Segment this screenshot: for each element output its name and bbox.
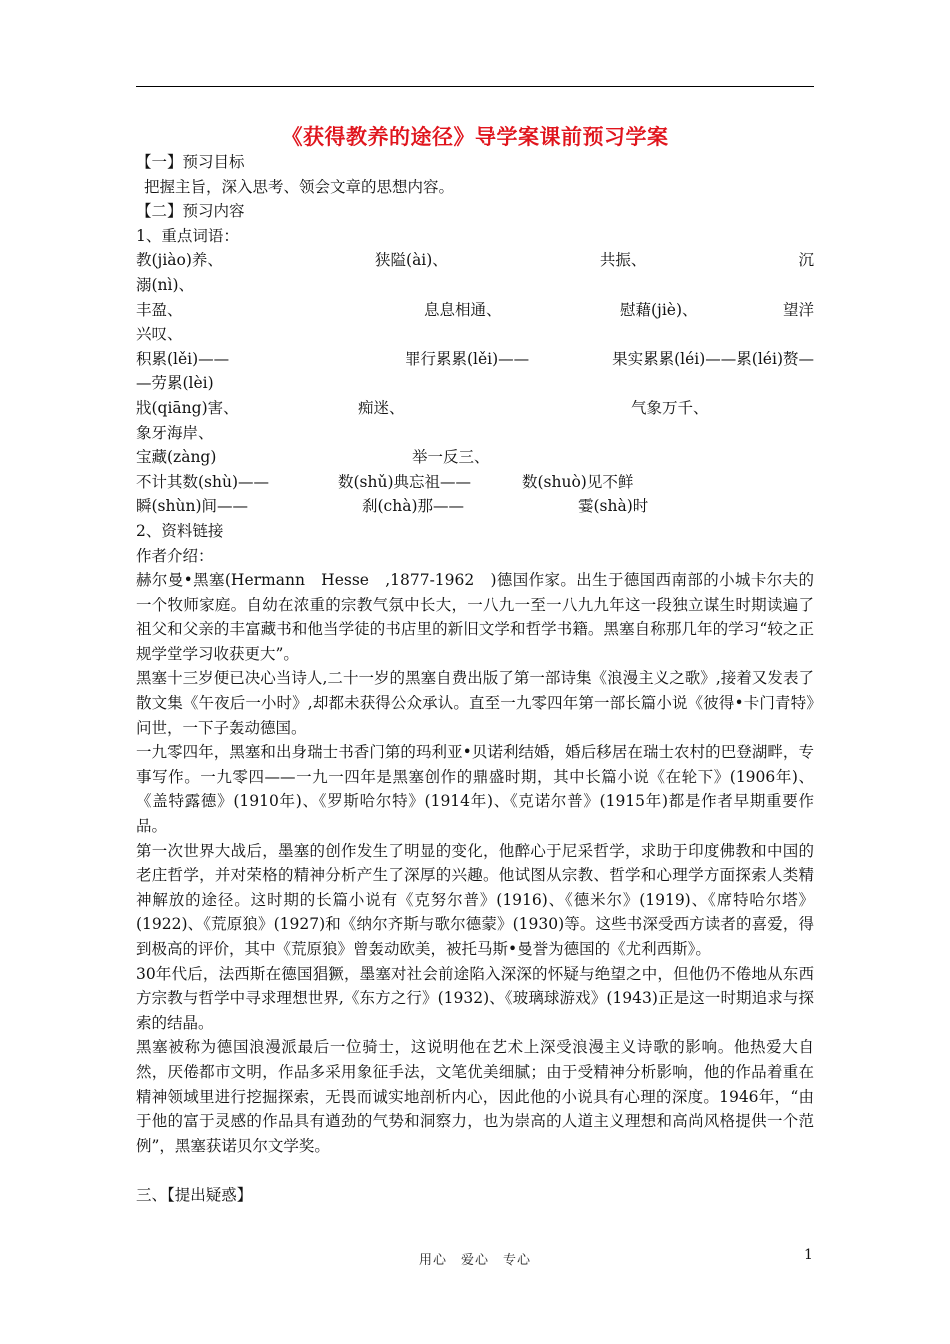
vocab-item: 刹(chà)那—— bbox=[362, 497, 464, 516]
vocab-item: 罪行累累(lěi)—— bbox=[405, 349, 530, 368]
vocab-item: 积累(lěi)—— bbox=[136, 349, 230, 368]
vocab-item: 戕(qiāng)害、 bbox=[136, 398, 239, 417]
vocab-item: 慰藉(jiè)、 bbox=[620, 300, 698, 319]
vocab-row bbox=[136, 347, 814, 372]
vocab-item: 霎(shà)时 bbox=[578, 497, 649, 516]
section1-heading: 【一】预习目标 bbox=[136, 153, 245, 171]
vocab-row bbox=[136, 470, 814, 495]
author-paragraph: 第一次世界大战后，墨塞的创作发生了明显的变化，他醉心于尼采哲学，求助于印度佛教和中国的老庄哲学，并对荣格的精神分析产生了深厚的兴趣。他试图从宗教、哲学和心理学方面探索人类精神解放的途径。这时期的长篇小说有《克努尔普》(1916)、《德米尔》(1919)、《席特哈尔塔》(1922)、《荒原狼》(1927)和《纳尔齐斯与歌尔德蒙》(1930)等。这些书深受西方读者的喜爱，得到极高的评价，其中《荒原狼》曾轰动欧美，被托马斯•曼誉为德国的《尤利西斯》。 bbox=[136, 841, 814, 958]
author-paragraph: 一九零四年，黑塞和出身瑞士书香门第的玛利亚•贝诺利结婚，婚后移居在瑞士农村的巴登湖畔，专事写作。一九零四——一九一四年是黑塞创作的鼎盛时期，其中长篇小说《在轮下》(1906年)、《盖特露德》(1910年)、《罗斯哈尔特》(1914年)、《克诺尔普》(1915年)都是作者早期重要作品。 bbox=[136, 743, 814, 836]
header-rule bbox=[136, 86, 814, 87]
vocab-item: 痴迷、 bbox=[358, 398, 405, 417]
vocab-item: 举一反三、 bbox=[412, 448, 490, 467]
vocab-row-cont: 溺(nì)、 bbox=[136, 275, 195, 294]
vocab-row bbox=[136, 248, 814, 273]
vocab-row bbox=[136, 298, 814, 323]
document-body bbox=[136, 150, 814, 1208]
vocab-item: 宝藏(zàng) bbox=[136, 448, 217, 467]
vocab-row-cont: 兴叹、 bbox=[136, 325, 183, 344]
vocab-item: 息息相通、 bbox=[424, 300, 502, 319]
vocab-item: 瞬(shùn)间—— bbox=[136, 497, 248, 516]
section1-text: 把握主旨，深入思考、领会文章的思想内容。 bbox=[144, 177, 455, 196]
vocab-item: 望洋 bbox=[782, 300, 814, 319]
vocab-item: 气象万千、 bbox=[631, 398, 709, 417]
vocab-item: 数(shǔ)典忘祖—— bbox=[338, 472, 472, 491]
page-footer: 用心 爱心 专心 bbox=[418, 1253, 531, 1268]
author-paragraph: 赫尔曼•黑塞(Hermann Hesse ,1877-1962 )德国作家。出生于德国西南部的小城卡尔夫的一个牧师家庭。自幼在浓重的宗教气氛中长大，一八九一至一八九九年这一段独立谋生时期读遍了祖父和父亲的丰富藏书和他当学徒的书店里的新旧文学和哲学书籍。黑塞自称那几年的学习“较之正规学堂学习收获更大”。 bbox=[136, 571, 814, 663]
vocab-row-cont: 象牙海岸、 bbox=[136, 423, 214, 442]
vocab-item: 狭隘(ài)、 bbox=[375, 251, 448, 270]
reference-heading: 2、资料链接 bbox=[136, 521, 224, 540]
vocab-row bbox=[136, 494, 814, 519]
vocab-item: 不计其数(shù)—— bbox=[136, 472, 270, 491]
author-label: 作者介绍： bbox=[136, 546, 214, 565]
page-number: 1 bbox=[804, 1247, 813, 1263]
section3-heading: 三、【提出疑惑】 bbox=[136, 1185, 253, 1204]
section2-heading: 【二】预习内容 bbox=[136, 202, 245, 221]
blank-line bbox=[136, 1158, 814, 1183]
author-paragraph: 30年代后，法西斯在德国猖獗，墨塞对社会前途陷入深深的怀疑与绝望之中，但他仍不倦地从东西方宗教与哲学中寻求理想世界,《东方之行》(1932)、《玻璃球游戏》(1943)正是这一时期追求与探索的结晶。 bbox=[136, 964, 814, 1032]
vocab-item: 数(shuò)见不鲜 bbox=[522, 472, 634, 491]
author-paragraph: 黑塞被称为德国浪漫派最后一位骑士，这说明他在艺术上深受浪漫主义诗歌的影响。他热爱大自然，厌倦都市文明，作品多采用象征手法，文笔优美细腻；由于受精神分析影响，他的作品着重在精神领域里进行挖掘探索，无畏而诚实地剖析内心，因此他的小说具有心理的深度。1946年，“由于他的富于灵感的作品具有遒劲的气势和洞察力，也为崇高的人道主义理想和高尚风格提供一个范例”，黑塞获诺贝尔文学奖。 bbox=[136, 1038, 814, 1155]
vocab-heading: 1、重点词语： bbox=[136, 226, 239, 245]
vocab-item: 共振、 bbox=[599, 251, 647, 270]
vocab-item: 教(jiào)养、 bbox=[136, 251, 223, 270]
author-paragraph: 黑塞十三岁便已决心当诗人,二十一岁的黑塞自费出版了第一部诗集《浪漫主义之歌》,接着又发表了散文集《午夜后一小时》,却都未获得公众承认。直至一九零四年第一部长篇小说《彼得•卡门青特》问世，一下子轰动德国。 bbox=[136, 669, 814, 737]
vocab-row-cont: —劳累(lèi) bbox=[136, 374, 214, 393]
vocab-item: 沉 bbox=[798, 251, 814, 270]
page-title: 《获得教养的途径》导学案课前预习学案 bbox=[281, 125, 669, 149]
vocab-row bbox=[136, 396, 814, 421]
vocab-row bbox=[136, 445, 814, 470]
vocab-item: 果实累累(léi)——累(léi)赘— bbox=[612, 349, 814, 368]
vocab-item: 丰盈、 bbox=[136, 300, 183, 319]
